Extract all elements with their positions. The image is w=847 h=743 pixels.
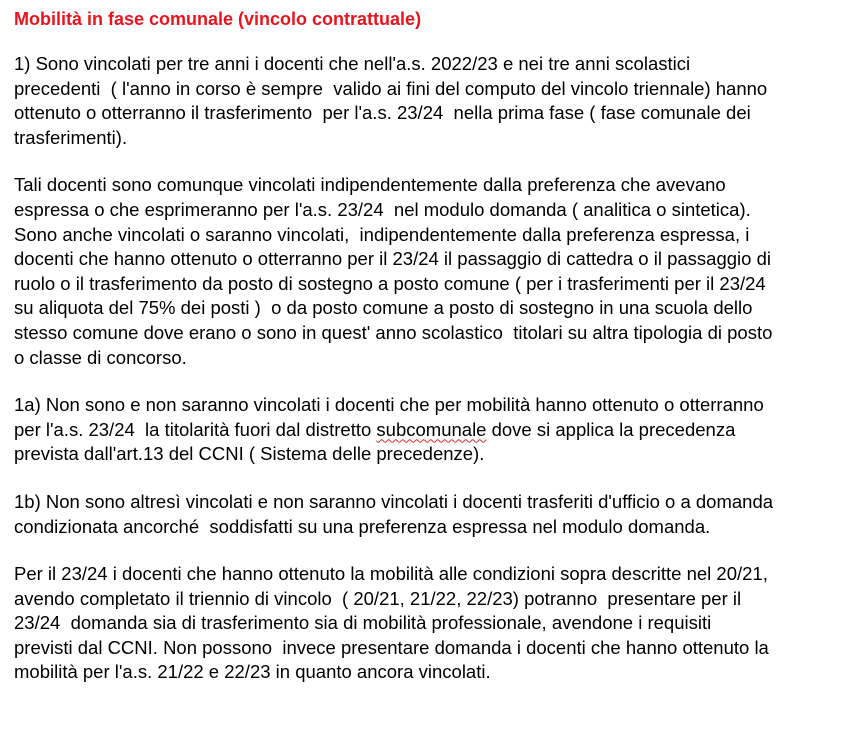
paragraph: [14, 393, 842, 467]
text-segment: precedenti ( l'anno in corso è sempre valido ai fini del computo del vincolo triennale) hanno: [14, 77, 768, 99]
text-line: [14, 247, 842, 272]
text-segment: espressa o che esprimeranno per l'a.s. 23/24 nel modulo domanda ( analitica o sintetica).: [14, 198, 751, 220]
text-segment: 1b) Non sono altresì vincolati e non saranno vincolati i docenti trasferiti d'ufficio o a domanda: [14, 490, 774, 512]
text-segment: Sono anche vincolati o saranno vincolati, indipendentemente dalla preferenza espressa, i: [14, 223, 750, 245]
paragraph-container: [14, 52, 842, 685]
text-line: [14, 52, 842, 77]
text-line: [14, 272, 842, 297]
text-line: [14, 296, 842, 321]
text-segment: 1) Sono vincolati per tre anni i docenti che nell'a.s. 2022/23 e nei tre anni scolastici: [14, 53, 691, 74]
text-segment: dove si applica la precedenza: [486, 418, 736, 440]
text-segment: ruolo o il trasferimento da posto di sostegno a posto comune ( per i trasferimenti per il 23/24: [14, 272, 766, 294]
text-segment: previsti dal CCNI. Non possono invece presentare domanda i docenti che hanno ottenuto la: [14, 636, 769, 658]
paragraph: [14, 52, 842, 150]
text-segment: 23/24 domanda sia di trasferimento sia di mobilità professionale, avendone i requisiti: [14, 612, 712, 634]
document-title: Mobilità in fase comunale (vincolo contrattuale): [14, 9, 422, 29]
paragraph: [14, 490, 842, 539]
text-line: [14, 418, 842, 443]
text-line: [14, 490, 842, 515]
text-segment: avendo completato il triennio di vincolo ( 20/21, 21/22, 22/23) potranno presentare per il: [14, 587, 742, 609]
text-line: [14, 198, 842, 223]
document-body: [14, 6, 842, 708]
text-segment: condizionata ancorché soddisfatti su una preferenza espressa nel modulo domanda.: [14, 515, 711, 537]
text-line: [14, 126, 842, 151]
text-line: [14, 223, 842, 248]
paragraph: [14, 173, 842, 370]
text-line: [14, 173, 842, 198]
text-line: [14, 660, 842, 685]
text-segment: stesso comune dove erano o sono in quest' anno scolastico titolari su altra tipologia di posto: [14, 321, 773, 343]
text-line: [14, 101, 842, 126]
text-segment: mobilità per l'a.s. 21/22 e 22/23 in quanto ancora vincolati.: [14, 661, 491, 683]
spellcheck-flagged-word: subcomunale: [376, 418, 487, 440]
text-line: [14, 636, 842, 661]
text-segment: Per il 23/24 i docenti che hanno ottenuto la mobilità alle condizioni sopra descritte nel 20/21,: [14, 563, 768, 585]
text-segment: ottenuto o otterranno il trasferimento per l'a.s. 23/24 nella prima fase ( fase comunale dei: [14, 102, 751, 124]
text-segment: o classe di concorso.: [14, 346, 187, 368]
text-segment: Tali docenti sono comunque vincolati indipendentemente dalla preferenza che avevano: [14, 174, 726, 196]
text-line: [14, 587, 842, 612]
text-segment: docenti che hanno ottenuto o otterranno per il 23/24 il passaggio di cattedra o il passaggio di: [14, 248, 771, 270]
text-segment: trasferimenti).: [14, 126, 128, 148]
text-line: [14, 346, 842, 371]
text-line: [14, 442, 842, 467]
text-line: [14, 77, 842, 102]
text-line: [14, 393, 842, 418]
text-line: [14, 611, 842, 636]
text-line: [14, 562, 842, 587]
text-line: [14, 321, 842, 346]
text-segment: 1a) Non sono e non saranno vincolati i docenti che per mobilità hanno ottenuto o otterranno: [14, 394, 764, 416]
text-segment: su aliquota del 75% dei posti ) o da posto comune a posto di sostegno in una scuola dello: [14, 297, 753, 319]
paragraph: [14, 562, 842, 685]
text-line: [14, 515, 842, 540]
text-segment: per l'a.s. 23/24 la titolarità fuori dal distretto: [14, 418, 377, 440]
text-segment: prevista dall'art.13 del CCNI ( Sistema delle precedenze).: [14, 443, 485, 465]
